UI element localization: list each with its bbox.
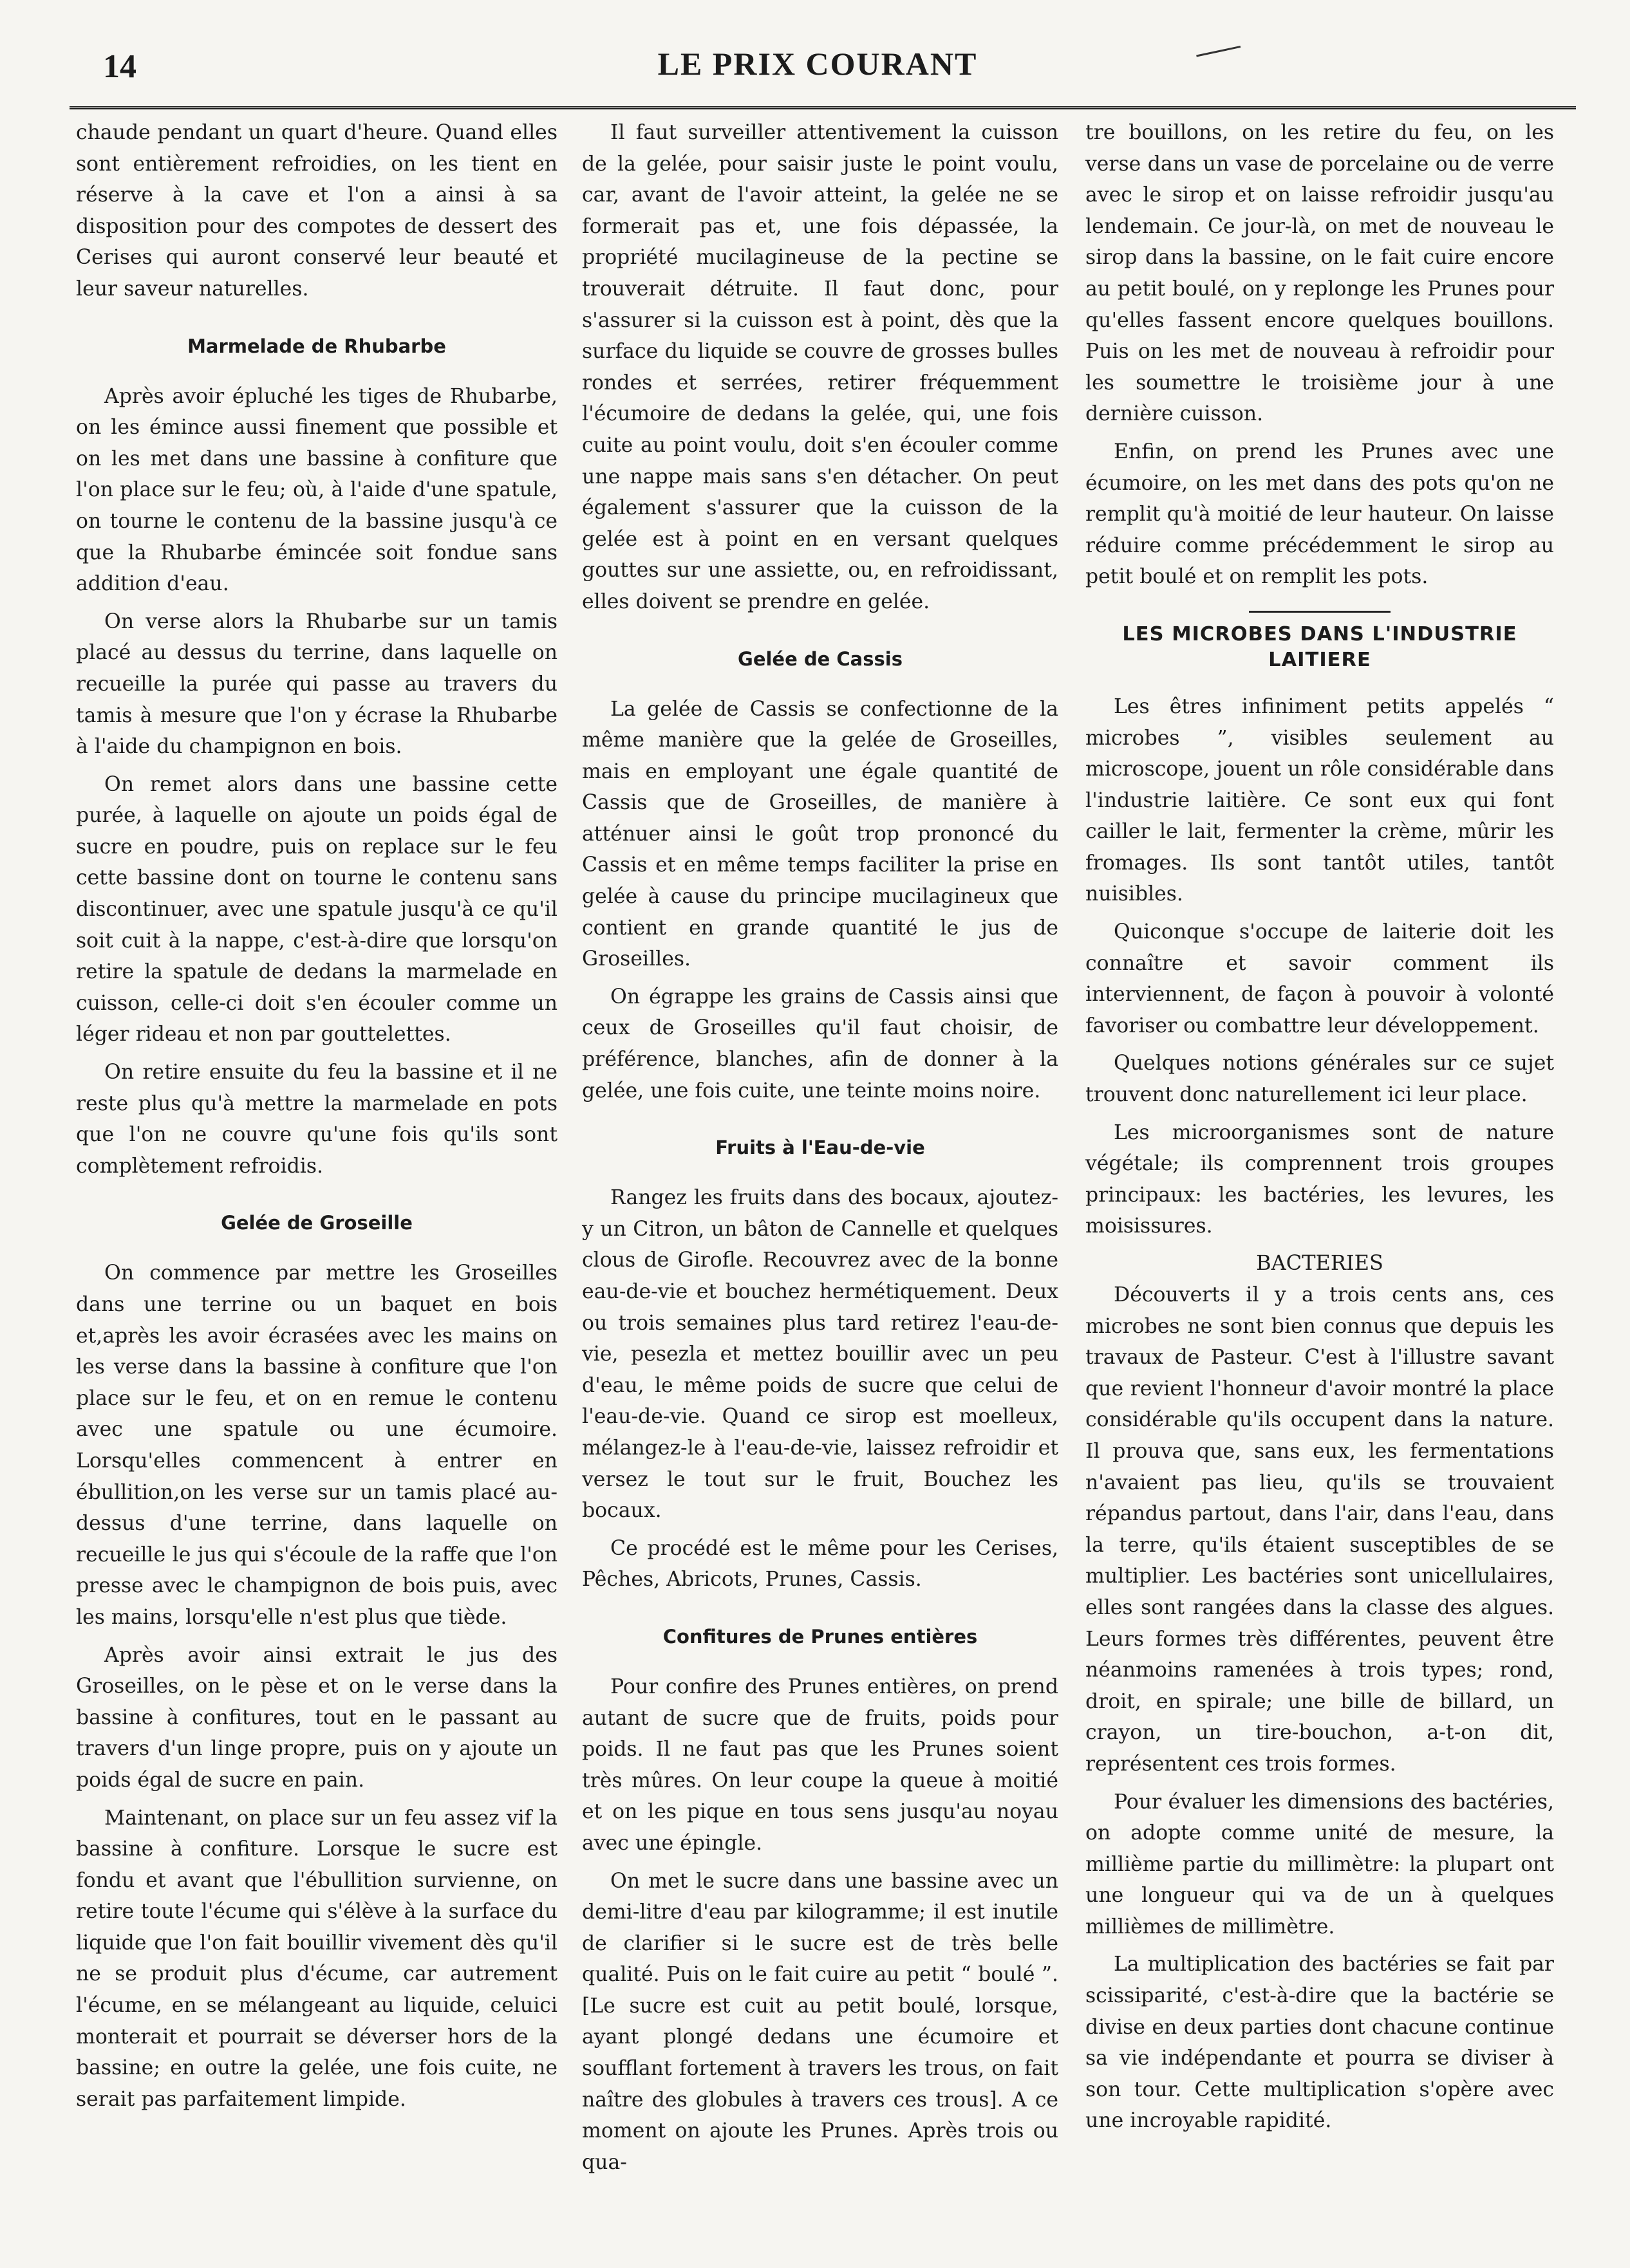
page-number: 14 — [103, 48, 136, 85]
paragraph: Rangez les fruits dans des bocaux, ajoutez-y un Citron, un bâton de Cannelle et quelques clous de Girofle. Recouvrez avec de la bonne eau-de-vie et bouchez hermétiquement. Deux ou trois semaines plus tard retirez l'eau-de-vie, pesezla et mettez bouillir avec un peu d'eau, le même poids de sucre que celui de l'eau-de-vie. Quand ce sirop est moelleux, mélangez-le à l'eau-de-vie, laissez refroidir et versez le tout sur le fruit, Bouchez les bocaux. — [582, 1186, 1058, 1523]
section-heading: Gelée de Groseille — [221, 1212, 413, 1234]
paragraph: Pour confire des Prunes entières, on prend autant de sucre que de fruits, poids pour poids. Il ne faut pas que les Prunes soient très mûres. On leur coupe la queue à moitié et on les pique en tous sens jusqu'au noyau avec une épingle. — [582, 1675, 1058, 1855]
paragraph: On met le sucre dans une bassine avec un demi-litre d'eau par kilogramme; il est inutile de clarifier si le sucre est de très belle qualité. Puis on le fait cuire au petit “ boulé ”. [Le sucre est cuit au petit boulé, lorsque, ayant plongé dedans une écumoire et soufflant fortement à travers les trous, on fait naître des globules à travers ces trous]. A ce moment on ajoute les Prunes. Après trois ou qua- — [582, 1869, 1058, 2174]
subsection-heading: BACTERIES — [1256, 1250, 1383, 1275]
paragraph: Quelques notions générales sur ce sujet trouvent donc naturellement ici leur place. — [1085, 1052, 1554, 1107]
paragraph: Ce procédé est le même pour les Cerises, Pêches, Abricots, Prunes, Cassis. — [582, 1536, 1058, 1592]
paragraph: On retire ensuite du feu la bassine et il ne reste plus qu'à mettre la marmelade en pots que l'on ne couvre qu'une fois qu'ils sont complètement refroidis. — [76, 1061, 557, 1178]
paragraph: La multiplication des bactéries se fait par scissiparité, c'est-à-dire que la bactérie se divise en deux parties dont chacune continue sa vie indépendante et pourra se diviser à son tour. Cette multiplication s'opère avec une incroyable rapidité. — [1085, 1953, 1554, 2133]
paragraph: tre bouillons, on les retire du feu, on les verse dans un vase de porcelaine ou de verre avec le sirop et on laisse refroidir jusqu'au lendemain. Ce jour-là, on met de nouveau le sirop dans la bassine, on le fait cuire encore au petit boulé, on y replonge les Prunes pour qu'elles fassent encore quelques bouillons. Puis on les met de nouveau à refroidir pour les soumettre le troisième jour à une dernière cuisson. — [1085, 121, 1554, 426]
section-heading: Marmelade de Rhubarbe — [187, 335, 446, 357]
paragraph: Maintenant, on place sur un feu assez vif la bassine à confiture. Lorsque le sucre est fondu et avant que l'ébullition survienne, on retire toute l'écume qui s'élève à la surface du liquide que l'on fait bouillir vivement dès qu'il ne se produit plus d'écume, car autrement l'écume, en se mélangeant au liquide, celuici monterait et pourrait se déverser hors de la bassine; en outre la gelée, une fois cuite, ne serait pas parfaitement limpide. — [76, 1806, 557, 2111]
paragraph: Après avoir ainsi extrait le jus des Groseilles, on le pèse et on le verse dans la bassine à confitures, tout en le passant au travers d'un linge propre, puis on y ajoute un poids égal de sucre en pain. — [76, 1643, 557, 1792]
section-heading: Confitures de Prunes entières — [662, 1625, 978, 1648]
column-3 — [1085, 117, 1554, 2143]
paragraph: Les microorganismes sont de nature végétale; ils comprennent trois groupes principaux: les bactéries, les levures, les moisissures. — [1085, 1120, 1554, 1238]
paragraph: chaude pendant un quart d'heure. Quand elles sont entièrement refroidies, on les tient en réserve à la cave et l'on a ainsi à sa disposition pour des compotes de dessert des Cerises qui auront conservé leur beauté et leur saveur naturelles. — [76, 121, 557, 301]
section-heading: Gelée de Cassis — [738, 647, 903, 670]
paragraph: Après avoir épluché les tiges de Rhubarbe, on les émince aussi finement que possible et on les met dans une bassine à confiture que l'on place sur le feu; où, à l'aide d'une spatule, on tourne le contenu de la bassine jusqu'à ce que la Rhubarbe émincée soit fondue sans addition d'eau. — [76, 384, 557, 596]
paragraph: On remet alors dans une bassine cette purée, à laquelle on ajoute un poids égal de sucre en poudre, puis on replace sur le feu cette bassine dont on tourne le contenu sans discontinuer, avec une spatule jusqu'à ce qu'il soit cuit à la nappe, c'est-à-dire que lorsqu'on retire la spatule de dedans la marmelade en cuisson, celle-ci doit s'en écouler comme un léger rideau et non par gouttelettes. — [76, 772, 557, 1046]
paragraph: Les êtres infiniment petits appelés “ microbes ”, visibles seulement au microscope, jouent un rôle considérable dans l'industrie laitière. Ce sont eux qui font cailler le lait, fermenter la crème, mûrir les fromages. Ils sont tantôt utiles, tantôt nuisibles. — [1085, 694, 1554, 906]
paragraph: On commence par mettre les Groseilles dans une terrine ou un baquet en bois et,après les avoir écrasées avec les mains on les verse dans la bassine à confiture que l'on place sur le feu, et on en remue le contenu avec une spatule ou une écumoire. Lorsqu'elles commencent à entrer en ébullition,on les verse sur un tamis placé au-dessus d'une terrine, dans laquelle on recueille le jus qui s'écoule de la raffe que l'on presse avec le champignon de bois puis, avec les mains, lorsqu'elle n'est plus que tiède. — [76, 1261, 557, 1629]
column-1 — [76, 117, 557, 2121]
paragraph: Pour évaluer les dimensions des bactéries, on adopte comme unité de mesure, la millième partie du millimètre: la plupart ont une longueur qui va de un à quelques millièmes de millimètre. — [1085, 1790, 1554, 1938]
paragraph: On égrappe les grains de Cassis ainsi que ceux de Groseilles qu'il faut choisir, de préférence, blanches, afin de donner à la gelée, une fois cuite, une teinte moins noire. — [582, 985, 1058, 1102]
header-rule — [70, 106, 1576, 109]
paragraph: Découverts il y a trois cents ans, ces microbes ne sont bien connus que depuis les travaux de Pasteur. C'est à l'illustre savant que revient l'honneur d'avoir montré la place considérable qu'ils occupent dans la nature. Il prouva que, sans eux, les fermentations n'avaient pas lieu, qu'ils se trouvaient répandus partout, dans l'air, dans l'eau, dans la terre, qu'ils étaient susceptibles de se multiplier. Les bactéries sont unicellulaires, elles sont rangées dans la classe des algues. Leurs formes très différentes, peuvent être néanmoins ramenées à trois types; rond, droit, en spirale; une bille de billard, un crayon, un tire-bouchon, a-t-on dit, représentent ces trois formes. — [1085, 1283, 1554, 1776]
paragraph: Quiconque s'occupe de laiterie doit les connaître et savoir comment ils interviennent, de façon à pouvoir à volonté favoriser ou combattre leur développement. — [1085, 920, 1554, 1037]
paragraph: Il faut surveiller attentivement la cuisson de la gelée, pour saisir juste le point voulu, car, avant de l'avoir atteint, la gelée ne se formerait pas et, une fois dépassée, la propriété mucilagineuse de la pectine se trouverait détruite. Il faut donc, pour s'assurer si la cuisson est à point, dès que la surface du liquide se couvre de grosses bulles rondes et serrées, retirer fréquemment l'écumoire de dedans la gelée, qui, une fois cuite au point voulu, doit s'en écouler comme une nappe mais sans s'en détacher. On peut également s'assurer que la cuisson de la gelée est à point en en versant quelques gouttes sur une assiette, ou, en refroidissant, elles doivent se prendre en gelée. — [582, 121, 1058, 613]
section-divider — [1249, 611, 1391, 613]
journal-title: LE PRIX COURANT — [657, 46, 978, 82]
paragraph: On verse alors la Rhubarbe sur un tamis placé au dessus du terrine, dans laquelle on recueille la purée qui passe au travers du tamis à mesure que l'on y écrase la Rhubarbe à l'aide du champignon en bois. — [76, 609, 557, 759]
section-heading: Fruits à l'Eau-de-vie — [715, 1137, 925, 1159]
page-header — [64, 44, 1571, 89]
article-title: LES MICROBES DANS L'INDUSTRIE LAITIERE — [1122, 622, 1517, 671]
column-2 — [582, 117, 1058, 2184]
paragraph: Enfin, on prend les Prunes avec une écumoire, on les met dans des pots qu'on ne remplit qu'à moitié de leur hauteur. On laisse réduire comme précédemment le sirop au petit boulé et on remplit les pots. — [1085, 440, 1554, 589]
paragraph: La gelée de Cassis se confectionne de la même manière que la gelée de Groseilles, mais en employant une égale quantité de Cassis que de Groseilles, de manière à atténuer ainsi le goût trop prononcé du Cassis et en même temps faciliter la prise en gelée à cause du principe mucilagineux que contient en grande quantité le jus de Groseilles. — [582, 697, 1058, 971]
